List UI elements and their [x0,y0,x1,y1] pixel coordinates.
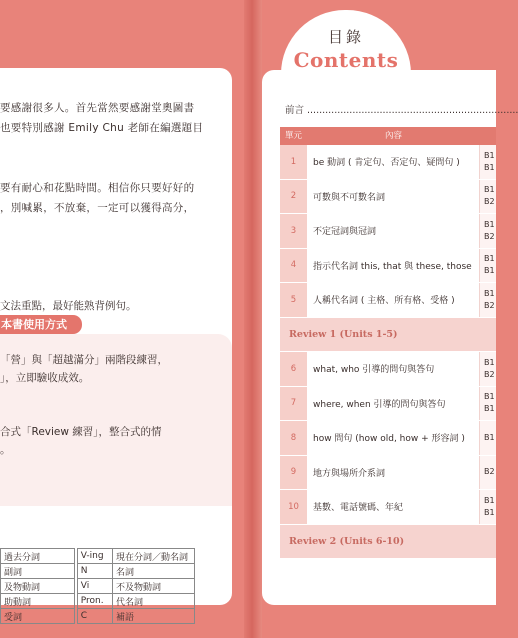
toc-level-code: B1 [484,162,495,172]
abbreviation-meaning2: 補語 [113,609,195,624]
usage-tip-line [0,387,168,405]
toc-unit-level [480,249,496,283]
abbreviation-meaning: 助動詞 [1,594,75,609]
toc-unit-title: how 問句 (how old, how + 形容詞 ) [307,421,480,455]
toc-unit-row[interactable] [280,387,496,422]
toc-unit-number: 3 [280,214,307,248]
toc-unit-number: 9 [280,456,307,490]
toc-level-code: B1 [484,432,495,442]
intro-paragraph [0,98,203,218]
intro-line: 要有耐心和花點時間。相信你只要好好的 [0,182,195,194]
intro-line [0,158,203,178]
toc-level-code: B2 [484,231,495,241]
toc-unit-title: 人稱代名詞 ( 主格、所有格、受格 ) [307,283,480,317]
toc-unit-row[interactable] [280,180,496,215]
abbreviation-row [1,564,195,579]
toc-unit-number: 7 [280,387,307,421]
contents-heading-en: Contents [293,48,399,72]
contents-heading-zh: 目錄 [327,28,364,46]
usage-tip-line [0,315,168,333]
toc-header [280,127,496,145]
toc-unit-title: 不定冠詞與冠詞 [307,214,480,248]
toc-unit-title: 基數、電話號碼、年紀 [307,490,480,524]
toc-unit-row[interactable] [280,214,496,249]
intro-line [0,138,203,158]
toc-unit-number: 5 [280,283,307,317]
usage-tip-line: 。 [0,444,11,456]
table-of-contents [280,127,496,559]
abbreviation-meaning2: 不及物動詞 [113,579,195,594]
toc-level-code: B2 [484,197,495,207]
usage-tip-line: 」，立即驗收成效。 [0,372,90,384]
abbreviation-abbr2: V-ing [77,549,112,564]
usage-tip-line [0,333,168,351]
intro-line: 要感謝很多人。首先當然要感謝堂奧圖書 [0,102,195,114]
toc-level-code: B2 [484,467,495,477]
toc-unit-number: 4 [280,249,307,283]
toc-unit-row[interactable] [280,145,496,180]
toc-level-code: B1 [484,254,495,264]
usage-section-title: 本書使用方式 [0,315,82,334]
abbreviation-meaning: 及物動詞 [1,579,75,594]
toc-unit-number: 2 [280,180,307,214]
abbreviation-meaning2: 名詞 [113,564,195,579]
toc-unit-level [480,214,496,248]
toc-unit-number: 10 [280,490,307,524]
abbreviation-row [1,579,195,594]
toc-unit-row[interactable] [280,352,496,387]
toc-unit-level [480,456,496,490]
abbreviation-meaning: 副詞 [1,564,75,579]
toc-level-code: B1 [484,357,495,367]
abbreviation-row [1,594,195,609]
abbreviation-row [1,609,195,624]
toc-unit-row[interactable] [280,283,496,318]
abbreviation-meaning2: 代名詞 [113,594,195,609]
toc-unit-number: 1 [280,145,307,179]
toc-level-code: B2 [484,300,495,310]
book-spine [244,0,262,638]
abbreviation-table [0,548,195,624]
toc-unit-level [480,387,496,421]
toc-level-code: B1 [484,404,495,414]
toc-level-code: B1 [484,392,495,402]
toc-unit-title: 指示代名詞 this, that 與 these, those [307,249,480,283]
toc-unit-row[interactable] [280,456,496,491]
abbreviation-abbr2: Pron. [77,594,112,609]
toc-level-code: B1 [484,185,495,195]
toc-review-row[interactable]: Review 1 (Units 1-5) [280,318,496,353]
intro-line: 也要特別感謝 Emily Chu 老師在編選題目 [0,122,204,134]
toc-unit-title: 地方與場所介系詞 [307,456,480,490]
toc-unit-level [480,421,496,455]
abbreviation-abbr2: Vi [77,579,112,594]
usage-tip-line: 文法重點，最好能熟背例句。 [0,300,137,312]
toc-level-code: B1 [484,266,495,276]
abbreviation-row [1,549,195,564]
toc-unit-level [480,145,496,179]
abbreviation-meaning: 過去分詞 [1,549,75,564]
preface-entry[interactable]: 前言 ...................................................................... [285,105,518,116]
abbreviation-meaning2: 現在分詞／動名詞 [113,549,195,564]
toc-header-content: 內容 [384,131,402,141]
toc-unit-row[interactable] [280,490,496,525]
toc-unit-row[interactable] [280,421,496,456]
abbreviation-abbr2: N [77,564,112,579]
toc-level-code: B1 [484,150,495,160]
toc-level-code: B1 [484,219,495,229]
toc-level-code: B1 [484,507,495,517]
toc-unit-number: 8 [280,421,307,455]
toc-level-code: B1 [484,495,495,505]
toc-header-unit: 單元 [284,131,302,141]
usage-tip-line [0,405,168,423]
toc-unit-level [480,283,496,317]
toc-unit-title: 可數與不可數名詞 [307,180,480,214]
intro-line: ，別喊累，不放棄，一定可以獲得高分， [0,202,195,214]
toc-unit-level [480,352,496,386]
toc-review-row[interactable]: Review 2 (Units 6-10) [280,525,496,560]
toc-unit-level [480,490,496,524]
toc-unit-title: be 動詞 ( 肯定句、否定句、疑問句 ) [307,145,480,179]
left-page-card [0,68,232,623]
toc-unit-level [480,180,496,214]
toc-level-code: B2 [484,369,495,379]
abbreviation-abbr2: C [77,609,112,624]
usage-tips [0,297,168,459]
toc-level-code: B1 [484,288,495,298]
toc-unit-title: what, who 引導的問句與答句 [307,352,480,386]
toc-unit-title: where, when 引導的問句與答句 [307,387,480,421]
left-page [0,0,244,638]
toc-header-level [480,127,496,145]
usage-tip-line: 「營」與「超越滿分」兩階段練習， [0,354,168,366]
toc-unit-number: 6 [280,352,307,386]
toc-unit-row[interactable] [280,249,496,284]
usage-tip-line: 合式「Review 練習」，整合式的情 [0,426,162,438]
abbreviation-meaning: 受詞 [1,609,75,624]
